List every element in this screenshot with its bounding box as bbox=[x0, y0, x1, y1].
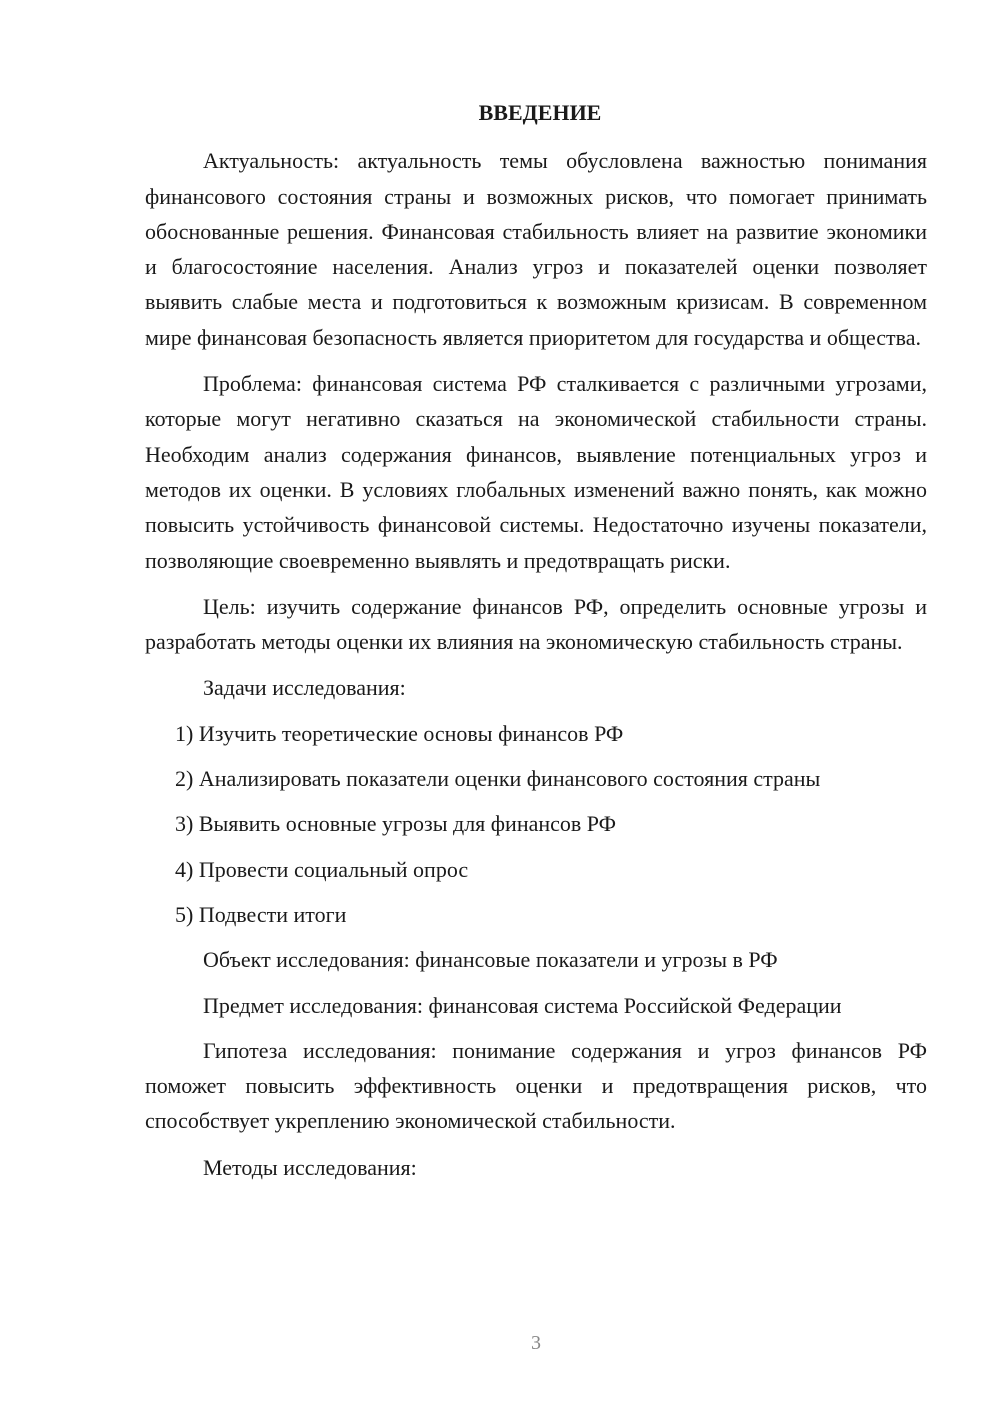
relevance-paragraph: Актуальность: актуальность темы обусловлена важностью понимания финансового состояния страны и возможных рисков, что помогает принимать обоснованные решения. Финансовая стабильность влияет на развитие экономики и благосостояние населения. Анализ угроз и показателей оценки позволяет выявить слабые места и подготовиться к возможным кризисам. В современном мире финансовая безопасность является приоритетом для государства и общества. bbox=[145, 148, 927, 350]
list-item: 2) Анализировать показатели оценки финансового состояния страны bbox=[175, 766, 821, 792]
section-heading: ВВЕДЕНИЕ bbox=[478, 100, 602, 125]
list-item: 5) Подвести итоги bbox=[175, 901, 347, 927]
list-item: 3) Выявить основные угрозы для финансов РФ bbox=[175, 811, 617, 837]
methods-title: Методы исследования: bbox=[203, 1154, 417, 1180]
research-object: Объект исследования: финансовые показатели и угрозы в РФ bbox=[203, 947, 778, 973]
hypothesis-paragraph: Гипотеза исследования: понимание содержания и угроз финансов РФ поможет повысить эффективность оценки и предотвращения рисков, что способствует укреплению экономической стабильности. bbox=[145, 1037, 927, 1134]
page-number: 3 bbox=[531, 1332, 541, 1354]
tasks-list bbox=[145, 716, 927, 932]
document-body bbox=[145, 95, 927, 1195]
goal-paragraph: Цель: изучить содержание финансов РФ, определить основные угрозы и разработать методы оценки их влияния на экономическую стабильность страны. bbox=[145, 593, 927, 655]
research-subject: Предмет исследования: финансовая система Российской Федерации bbox=[203, 992, 842, 1018]
tasks-title: Задачи исследования: bbox=[203, 675, 406, 701]
list-item: 1) Изучить теоретические основы финансов РФ bbox=[175, 720, 624, 746]
problem-paragraph: Проблема: финансовая система РФ сталкивается с различными угрозами, которые могут негативно сказаться на экономической стабильности страны. Необходим анализ содержания финансов, выявление потенциальных угроз и методов их оценки. В условиях глобальных изменений важно понять, как можно повысить устойчивость финансовой системы. Недостаточно изучены показатели, позволяющие своевременно выявлять и предотвращать риски. bbox=[145, 371, 927, 573]
list-item: 4) Провести социальный опрос bbox=[175, 856, 469, 882]
